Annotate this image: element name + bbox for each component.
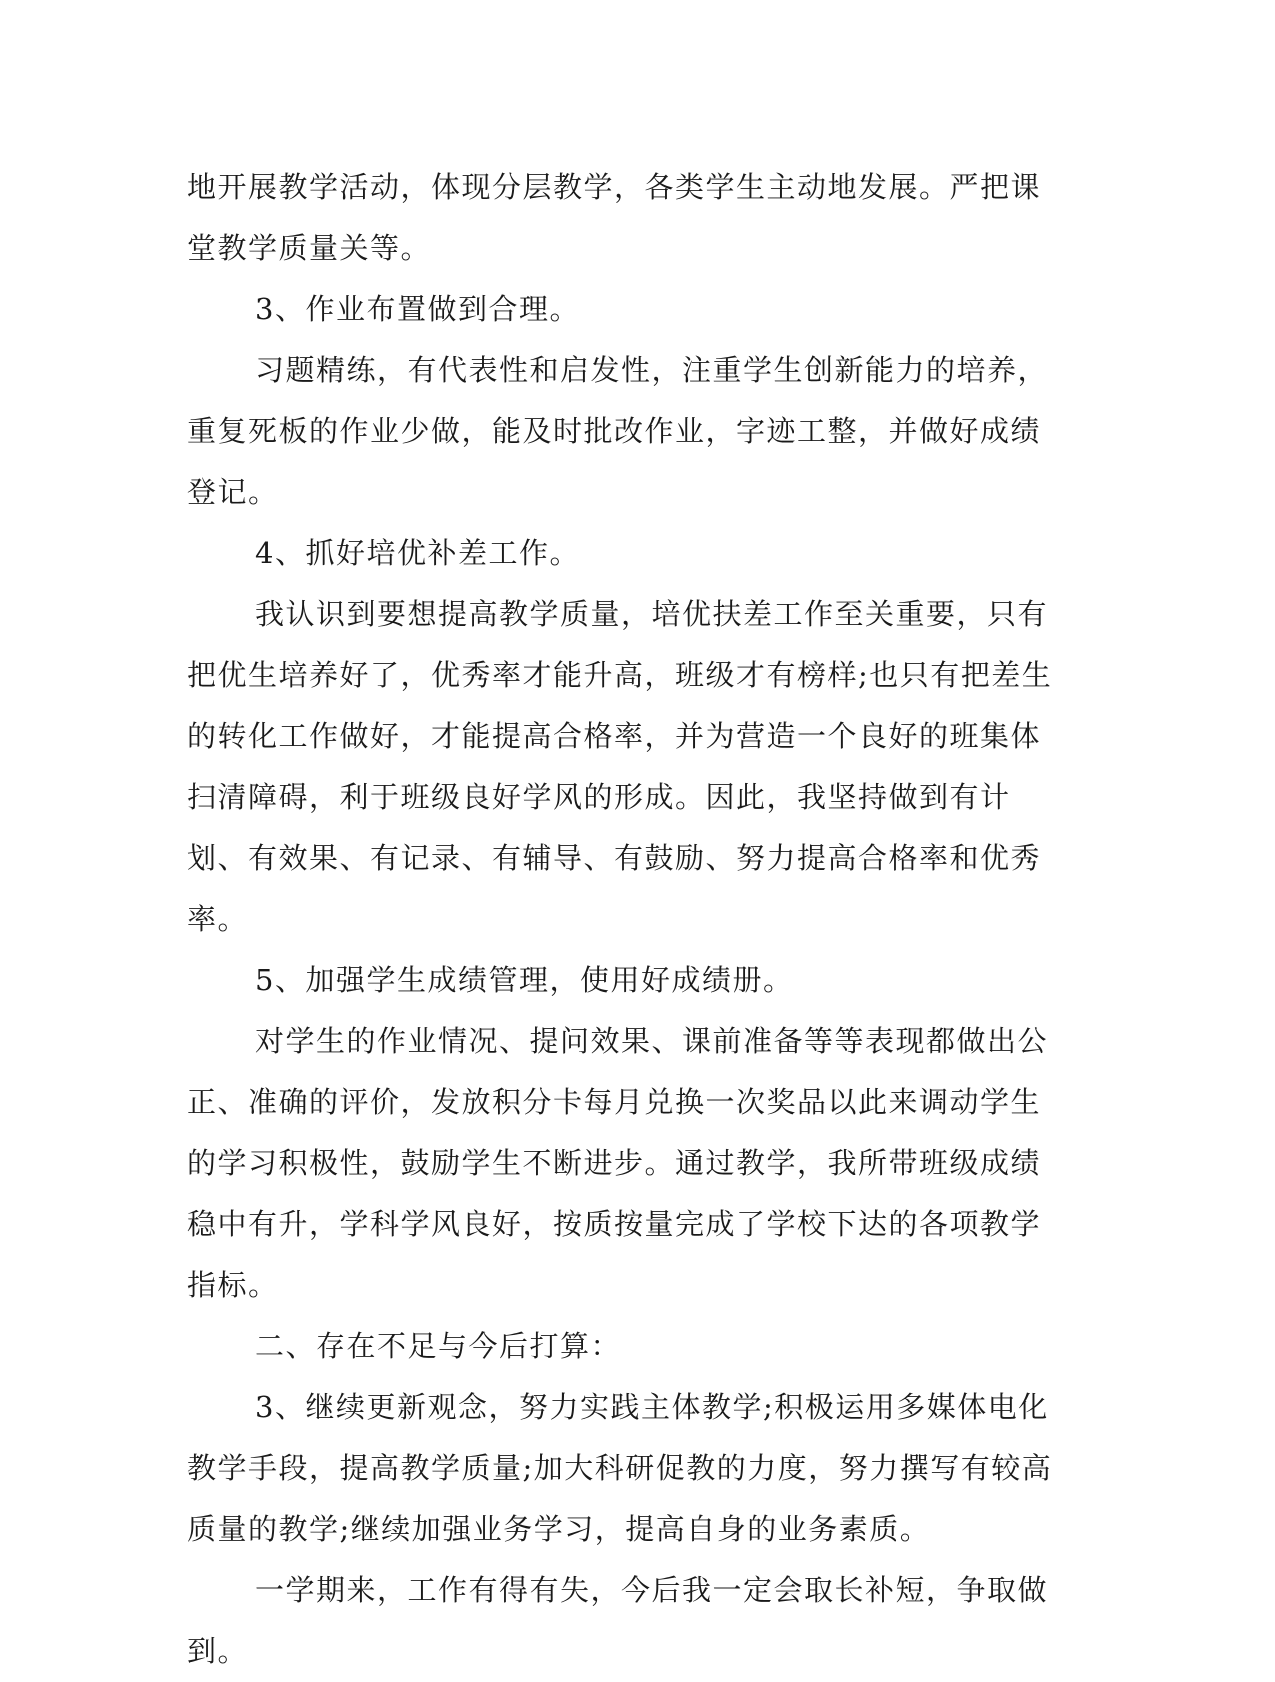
section-heading-shortcomings: 二、存在不足与今后打算： <box>255 1329 622 1363</box>
paragraph-continuation: 地开展教学活动，体现分层教学，各类学生主动地发展。严把课堂教学质量关等。 <box>187 170 1042 265</box>
section-heading-homework: 3、作业布置做到合理。 <box>255 292 580 326</box>
section-heading-tutoring: 4、抓好培优补差工作。 <box>255 536 580 570</box>
section-heading-grades: 5、加强学生成绩管理，使用好成绩册。 <box>255 963 794 997</box>
paragraph-conclusion: 一学期来，工作有得有失，今后我一定会取长补短，争取做到。 <box>187 1573 1049 1668</box>
paragraph-grades: 对学生的作业情况、提问效果、课前准备等等表现都做出公正、准确的评价，发放积分卡每月兑换一次奖品以此来调动学生的学习积极性，鼓励学生不断进步。通过教学，我所带班级成绩稳中有升，学科学风良好，按质按量完成了学校下达的各项教学指标。 <box>187 1024 1049 1302</box>
paragraph-plans: 3、继续更新观念，努力实践主体教学;积极运用多媒体电化教学手段，提高教学质量;加大科研促教的力度，努力撰写有较高质量的教学;继续加强业务学习，提高自身的业务素质。 <box>187 1390 1053 1546</box>
paragraph-homework: 习题精练，有代表性和启发性，注重学生创新能力的培养，重复死板的作业少做，能及时批改作业，字迹工整，并做好成绩登记。 <box>187 353 1049 509</box>
document-body <box>187 157 1067 1682</box>
paragraph-tutoring: 我认识到要想提高教学质量，培优扶差工作至关重要，只有把优生培养好了，优秀率才能升高，班级才有榜样;也只有把差生的转化工作做好，才能提高合格率，并为营造一个良好的班集体扫清障碍，利于班级良好学风的形成。因此，我坚持做到有计划、有效果、有记录、有辅导、有鼓励、努力提高合格率和优秀率。 <box>187 597 1053 936</box>
